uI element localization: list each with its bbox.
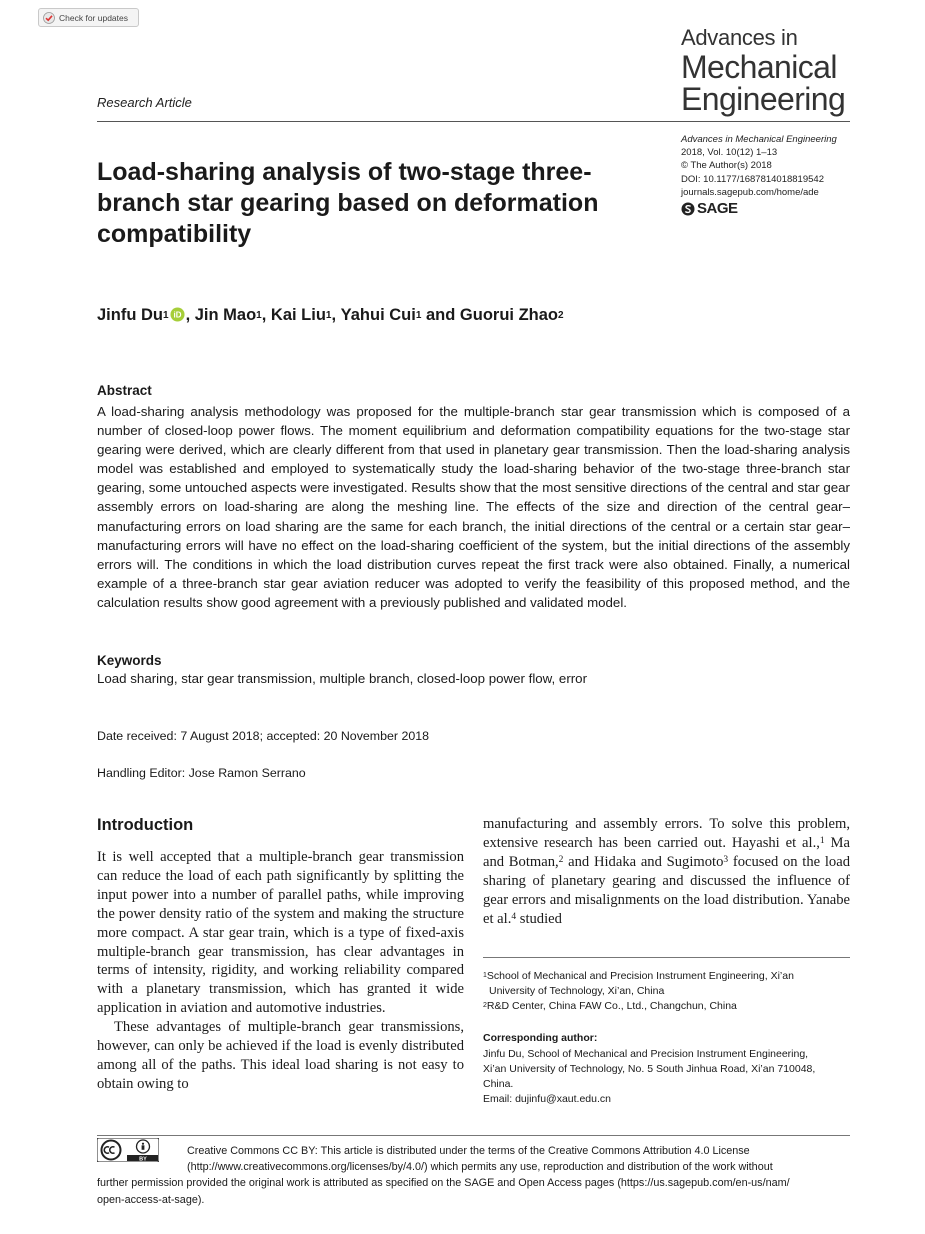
reference-mark[interactable]: 1 [819, 835, 825, 846]
license-line: open-access-at-sage). [97, 1193, 205, 1206]
handling-editor: Handling Editor: Jose Ramon Serrano [97, 766, 306, 780]
corresponding-line: Xi’an University of Technology, No. 5 South Jinhua Road, Xi’an 710048, [483, 1063, 816, 1075]
corresponding-email[interactable]: Email: dujinfu@xaut.edu.cn [483, 1093, 611, 1105]
keywords-heading: Keywords [97, 653, 162, 668]
orcid-icon[interactable] [170, 307, 185, 322]
author-separator: , [185, 306, 195, 324]
sage-logo-icon [681, 202, 695, 216]
author-affiliation-mark: 1 [256, 310, 262, 321]
affiliation-text: R&D Center, China FAW Co., Ltd., Changchun, China [486, 1000, 737, 1012]
author-list [97, 305, 564, 325]
author-affiliation-mark: 1 [325, 310, 332, 321]
author-name: Yahui Cui [340, 306, 416, 324]
body-text: and Hidaka and Sugimoto [563, 853, 724, 870]
introduction-heading: Introduction [97, 816, 194, 834]
author-name: Jinfu Du [97, 306, 163, 324]
license-line: Creative Commons CC BY: This article is distributed under the terms of the Creative Commons Attribution 4.0 License [187, 1145, 750, 1157]
abstract-heading: Abstract [97, 383, 152, 398]
author-name: Jin Mao [194, 306, 257, 324]
author-affiliation-mark: 1 [163, 310, 169, 321]
corresponding-author [483, 1047, 850, 1107]
affiliation-divider [483, 957, 850, 958]
affiliation-1-continued: University of Technology, Xi’an, China [489, 985, 665, 997]
author-name: Guorui Zhao [459, 306, 558, 324]
body-text: manufacturing and assembly errors. To solve this problem, extensive research has been carried out. Hayashi et al., [483, 816, 850, 851]
affiliation-mark: 1 [483, 972, 487, 979]
meta-copyright: © The Author(s) 2018 [681, 160, 772, 172]
author-affiliation-mark: 2 [558, 310, 564, 321]
article-title: Load-sharing analysis of two-stage three-branch star gearing based on deformation compatibility [97, 158, 599, 248]
journal-logo-line2: Mechanical [681, 49, 837, 85]
author-separator: , [261, 306, 271, 324]
header-divider [97, 121, 850, 122]
keywords-text: Load sharing, star gear transmission, multiple branch, closed-loop power flow, error [97, 671, 588, 686]
corresponding-line: Jinfu Du, School of Mechanical and Precision Instrument Engineering, [483, 1048, 809, 1060]
reference-mark[interactable]: 2 [558, 854, 564, 865]
check-updates-label: Check for updates [59, 12, 128, 23]
reference-mark[interactable]: 4 [511, 911, 517, 922]
introduction-paragraph: It is well accepted that a multiple-branch gear transmission can reduce the load of each path significantly by splitting the input power into a number of parallel paths, while improving the power density ratio of the system and making the structure more compact. A star gear train, which is a type of fixed-axis multiple-branch gear transmission, has clear advantages in terms of intensity, rigidity, and working reliability compared with a planetary transmission, which has granted it wide application in aviation and automotive industries. [97, 849, 464, 1017]
affiliation-text: School of Mechanical and Precision Instrument Engineering, Xi’an [486, 970, 794, 982]
author-separator: and [421, 306, 460, 324]
check-updates-icon [43, 12, 55, 24]
body-text: Ma and Botman, [483, 834, 854, 870]
sage-logo [681, 200, 738, 217]
affiliation-mark: 2 [483, 1002, 487, 1009]
corresponding-author-heading: Corresponding author: [483, 1032, 598, 1044]
affiliation-1 [483, 969, 850, 984]
journal-logo-line3: Engineering [681, 81, 846, 117]
body-text: studied [516, 910, 562, 927]
author-affiliation-mark: 1 [415, 310, 422, 321]
introduction-paragraph: These advantages of multiple-branch gear transmissions, however, can only be achieved if the load is evenly distributed among all of the paths. This ideal load sharing is not easy to obtain owing to [97, 1019, 464, 1092]
corresponding-line: China. [483, 1078, 514, 1090]
body-text: focused on the load sharing of planetary gearing and discussed the influence of gear errors and misalignments on the load distribution. Yanabe et al. [483, 853, 854, 927]
meta-doi[interactable]: DOI: 10.1177/1687814018819542 [681, 173, 824, 185]
license-divider [97, 1135, 850, 1136]
svg-text:iD: iD [173, 310, 182, 320]
date-received: Date received: 7 August 2018; accepted: 20 November 2018 [97, 729, 430, 743]
check-for-updates-button[interactable] [38, 8, 139, 27]
meta-journal: Advances in Mechanical Engineering [681, 134, 837, 145]
introduction-paragraph-continued [483, 815, 854, 928]
affiliation-2 [483, 999, 850, 1014]
author-separator: , [331, 306, 341, 324]
abstract-text: A load-sharing analysis methodology was proposed for the multiple-branch star gear transmission which is composed of a number of closed-loop power flows. The moment equilibrium and deformation compatibility equations for the two-stage star gearing were derived, which are clearly different from that used in planetary gear transmission. Then the load-sharing analysis model was established and employed to systematically study the load-sharing behavior of the two-stage three-branch star gearing, some untouched aspects were investigated. Results show that the most sensitive directions of the central and star gear assembly errors on load-sharing are along the meshing line. The effects of the size and direction of the central gear–manufacturing errors on load sharing are the same for each branch, the initial directions of the central or a certain star gear–manufacturing errors will have no effect on the load-sharing coefficient of the system, but the initial directions of the assembly errors will. The conditions in which the load distribution curves repeat the first track were also obtained. Finally, a numerical example of a three-branch star gear aviation reducer was adopted to verify the feasibility of this proposed method, and the calculation results show good agreement with a previously published and validated model. [97, 404, 850, 610]
reference-mark[interactable]: 3 [723, 854, 729, 865]
article-type: Research Article [97, 95, 192, 110]
cc-by-label: BY [139, 1156, 147, 1162]
meta-volume: 2018, Vol. 10(12) 1–13 [681, 147, 778, 159]
license-line: further permission provided the original work is attributed as specified on the SAGE and Open Access pages (https://us.sagepub.com/en-us/nam/ [97, 1177, 790, 1190]
meta-url[interactable]: journals.sagepub.com/home/ade [681, 186, 819, 198]
affiliations [483, 969, 850, 1014]
license-text [97, 1143, 850, 1208]
journal-logo-line1: Advances in [681, 25, 798, 50]
sage-logo-text: SAGE [697, 200, 738, 217]
introduction-left-column [97, 848, 464, 1094]
author-name: Kai Liu [270, 306, 326, 324]
publication-meta [681, 133, 837, 199]
introduction-right-column [483, 815, 854, 928]
license-line: (http://www.creativecommons.org/licenses/by/4.0/) which permits any use, reproduction and distribution of the work without [187, 1161, 773, 1174]
